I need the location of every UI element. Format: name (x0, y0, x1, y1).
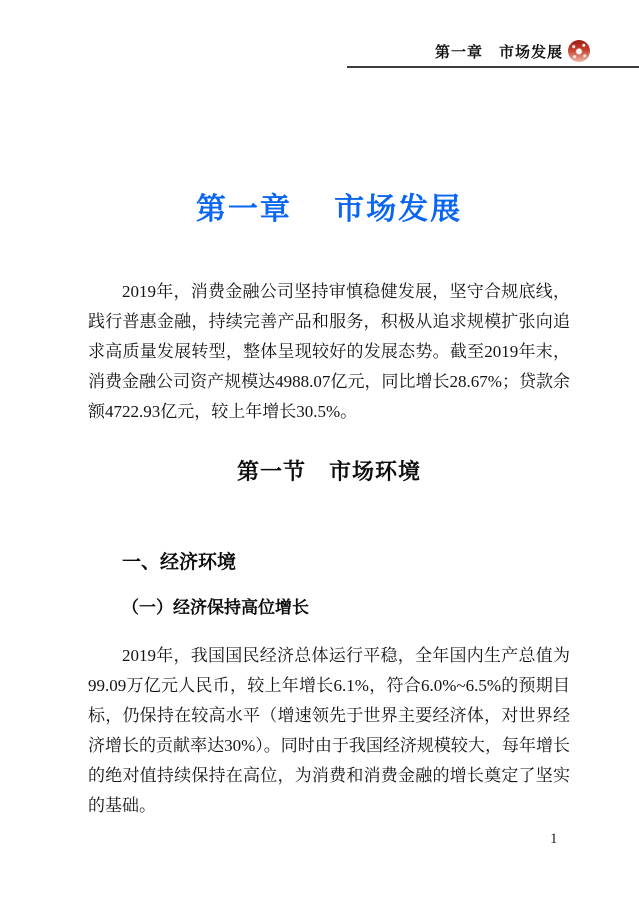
intro-paragraph: 2019年，消费金融公司坚持审慎稳健发展，坚守合规底线，践行普惠金融，持续完善产品和服务，积极从追求规模扩张向追求高质量发展转型，整体呈现较好的发展态势。截至2019年末，消费金融公司资产规模达4988.07亿元，同比增长28.67%；贷款余额4722.93亿元，较上年增长30.5%。 (88, 282, 570, 421)
chapter-title: 第一章 市场发展 (195, 193, 463, 226)
page-number: 1 (550, 831, 558, 847)
page-content (88, 0, 570, 821)
clause-paragraph: 2019年，我国国民经济总体运行平稳，全年国内生产总值为99.09万亿元人民币，较上年增长6.1%，符合6.0%~6.5%的预期目标，仍保持在较高水平（增速领先于世界主要经济体，对世界经济增长的贡献率达30%）。同时由于我国经济规模较大，每年增长的绝对值持续保持在高位，为消费和消费金融的增长奠定了坚实的基础。 (88, 646, 570, 815)
running-header-chapter-label: 第一章 市场发展 (434, 43, 563, 61)
red-sphere-logo-icon (568, 40, 590, 62)
subsection-title: 一、经济环境 (122, 552, 237, 573)
section-title: 第一节 市场环境 (236, 459, 421, 484)
clause-title: （一）经济保持高位增长 (122, 598, 309, 617)
